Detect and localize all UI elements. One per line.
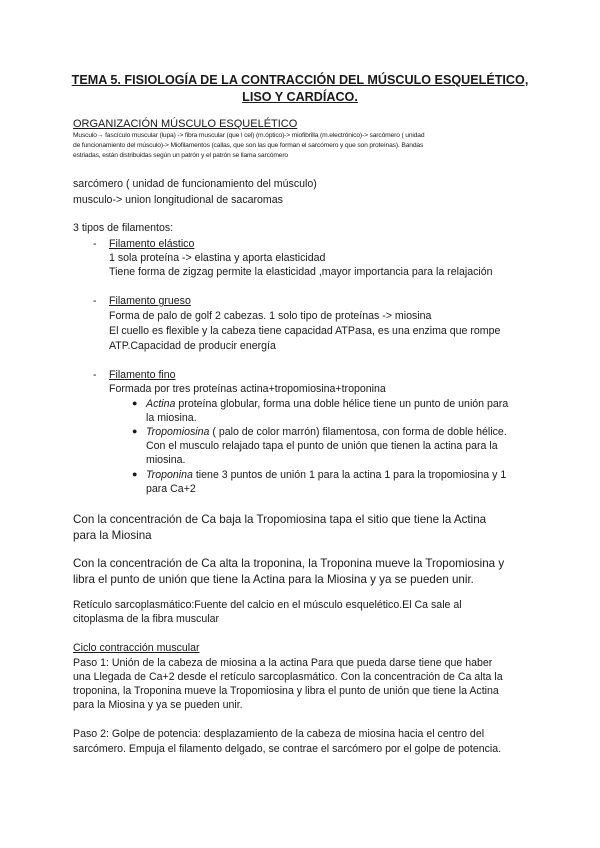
filamento-grueso-title: Filamento grueso bbox=[109, 295, 191, 307]
paso1-line-1: Paso 1: Unión de la cabeza de miosina a la actina Para que pueda darse tiene que haber bbox=[73, 657, 493, 669]
paso2-line-2: sarcómero. Empuja el filamento delgado, se contrae el sarcómero por el golpe de potencia. bbox=[73, 743, 502, 755]
small-line-1: Musculo→ fascículo muscular (lupa) -> fibra muscular (que l cel) (m.óptico)-> miofibrilla (m.electrónico)-> sarcómero ( unidad bbox=[73, 132, 425, 139]
paso1-line-3: troponina, la Troponina mueve la Tropomiosina y libra el punto de unión que tiene la Actina bbox=[73, 685, 499, 697]
troponina-line-1 bbox=[146, 468, 506, 482]
small-line-2: de funcionamiento del músculo)-> Miofilamentos (callas, que son las que forman el sarcómero y que son proteínas). Bandas bbox=[73, 142, 424, 149]
tropomiosina-line-1 bbox=[146, 425, 507, 439]
bullet-icon: ● bbox=[132, 469, 138, 479]
title-line-1: TEMA 5. FISIOLOGÍA DE LA CONTRACCIÓN DEL MÚSCULO ESQUELÉTICO, bbox=[71, 73, 529, 87]
small-line-3: estriadas, están distribuidas según un patrón y el patrón se llama sarcómero bbox=[73, 152, 288, 159]
list-dash: - bbox=[93, 369, 97, 381]
paso1-line-4: para la Miosina y ya se pueden unir. bbox=[73, 699, 243, 711]
tropomiosina-term: Tropomiosina bbox=[146, 426, 210, 438]
actina-desc-1: proteína globular, forma una doble hélice tiene un punto de unión para bbox=[175, 398, 509, 410]
document-title bbox=[40, 72, 560, 106]
ca-alta-line-1: Con la concentración de Ca alta la troponina, la Troponina mueve la Tropomiosina y bbox=[73, 557, 505, 570]
ca-baja-line-2: para la Miosina bbox=[73, 529, 152, 542]
intro-line-1: sarcómero ( unidad de funcionamiento del músculo) bbox=[73, 178, 317, 190]
intro-line-2: musculo-> union longitudional de sacaromas bbox=[73, 194, 283, 206]
filamento-fino-title: Filamento fino bbox=[109, 369, 176, 381]
organizacion-small-text bbox=[73, 131, 543, 161]
filamentos-intro: 3 tipos de filamentos: bbox=[73, 222, 174, 234]
section-heading-organizacion: ORGANIZACIÓN MÚSCULO ESQUELÉTICO bbox=[73, 118, 298, 130]
actina-term: Actina bbox=[146, 398, 176, 410]
filamento-elastico-line-1: 1 sola proteína -> elastina y aporta elasticidad bbox=[109, 252, 326, 264]
title-line-2: LISO Y CARDÍACO. bbox=[242, 90, 358, 104]
filamento-grueso-line-1: Forma de palo de golf 2 cabezas. 1 solo tipo de proteínas -> miosina bbox=[109, 310, 432, 322]
actina-line-1 bbox=[146, 397, 508, 411]
troponina-desc-1: tiene 3 puntos de unión 1 para la actina 1 para la tropomiosina y 1 bbox=[192, 469, 507, 481]
tropomiosina-line-3: miosina. bbox=[146, 454, 186, 466]
filamento-grueso-line-2: El cuello es flexible y la cabeza tiene capacidad ATPasa, es una enzima que rompe bbox=[109, 325, 501, 337]
filamento-elastico-title: Filamento elástico bbox=[109, 238, 195, 250]
filamento-elastico-line-2: Tiene forma de zigzag permite la elasticidad ,mayor importancia para la relajación bbox=[109, 266, 493, 278]
troponina-line-2: para Ca+2 bbox=[146, 483, 196, 495]
bullet-icon: ● bbox=[132, 426, 138, 436]
actina-line-2: la miosina. bbox=[146, 412, 197, 424]
tropomiosina-line-2: Con el musculo relajado tapa el punto de unión que tienen la actina para la bbox=[146, 440, 498, 452]
ca-baja-line-1: Con la concentración de Ca baja la Tropomiosina tapa el sitio que tiene la Actina bbox=[73, 513, 487, 526]
filamento-grueso-line-3: ATP.Capacidad de producir energía bbox=[109, 340, 276, 352]
reticulo-line-2: citoplasma de la fibra muscular bbox=[73, 613, 220, 625]
list-dash: - bbox=[93, 238, 97, 250]
list-dash: - bbox=[93, 295, 97, 307]
ca-alta-line-2: libra el punto de unión que tiene la Actina para la Miosina y ya se pueden unir. bbox=[73, 573, 474, 586]
filamento-fino-line-1: Formada por tres proteínas actina+tropomiosina+troponina bbox=[109, 383, 386, 395]
paso1-line-2: una Llegada de Ca+2 desde el retículo sarcoplasmático. Con la concentración de Ca alta la bbox=[73, 671, 503, 683]
bullet-icon: ● bbox=[132, 398, 138, 408]
paso2-line-1: Paso 2: Golpe de potencia: desplazamiento de la cabeza de miosina hacia el centro del bbox=[73, 728, 485, 740]
ciclo-heading: Ciclo contracción muscular bbox=[73, 642, 200, 654]
reticulo-line-1: Retículo sarcoplasmático:Fuente del calcio en el músculo esquelético.El Ca sale al bbox=[73, 599, 462, 611]
troponina-term: Troponina bbox=[146, 469, 193, 481]
tropomiosina-desc-1: ( palo de color marrón) filamentosa, con forma de doble hélice. bbox=[209, 426, 507, 438]
